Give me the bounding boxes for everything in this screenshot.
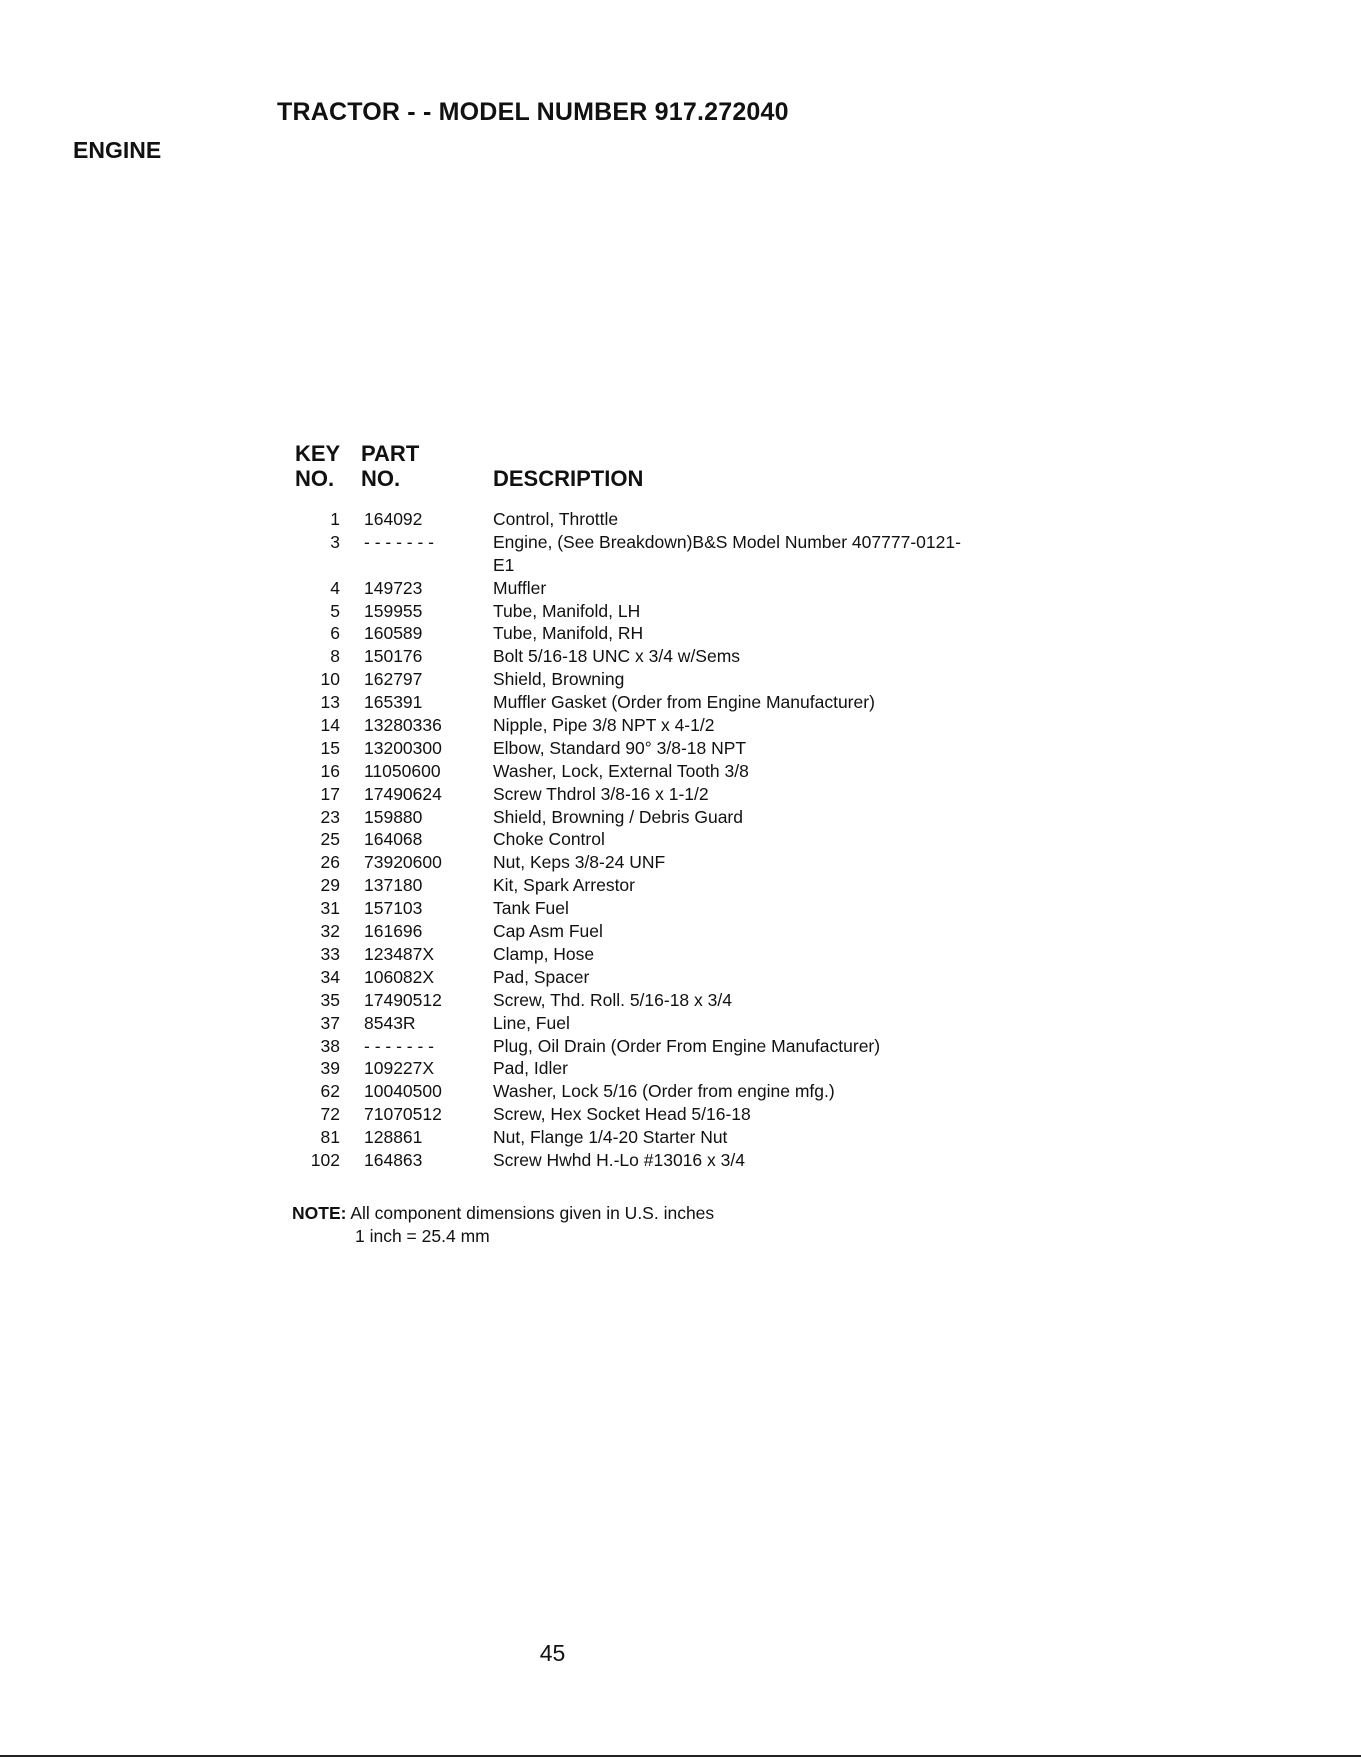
page-number: 45 <box>539 1640 566 1666</box>
table-row <box>0 1035 1361 1058</box>
table-row <box>0 806 1361 829</box>
part-no-cell: 128861 <box>364 1127 423 1148</box>
key-no-cell: 14 <box>320 715 340 736</box>
table-row <box>0 851 1361 874</box>
table-row <box>0 1103 1361 1126</box>
key-no-cell: 102 <box>310 1149 340 1170</box>
part-no-cell: 13200300 <box>364 737 442 758</box>
description-cell: Tube, Manifold, RH <box>493 623 644 644</box>
part-no-cell: 73920600 <box>364 852 442 873</box>
table-row <box>0 600 1361 623</box>
description-cell: Screw, Hex Socket Head 5/16-18 <box>493 1104 751 1125</box>
part-no-cell: 164863 <box>364 1149 423 1170</box>
table-row <box>0 577 1361 600</box>
table-row <box>0 760 1361 783</box>
table-row <box>0 645 1361 668</box>
part-no-cell: 159955 <box>364 600 423 621</box>
key-no-cell: 3 <box>330 531 340 552</box>
table-row <box>0 508 1361 531</box>
part-no-cell: 149723 <box>364 577 423 598</box>
description-cell: Plug, Oil Drain (Order From Engine Manufacturer) <box>493 1035 881 1056</box>
table-row <box>0 714 1361 737</box>
description-cell: Screw Hwhd H.-Lo #13016 x 3/4 <box>493 1149 745 1170</box>
column-header-key-no: NO. <box>295 466 335 491</box>
description-cell: Shield, Browning <box>493 669 625 690</box>
description-cell: Nut, Flange 1/4-20 Starter Nut <box>493 1127 728 1148</box>
key-no-cell: 15 <box>320 737 340 758</box>
table-row <box>0 783 1361 806</box>
note-conversion: 1 inch = 25.4 mm <box>355 1226 490 1246</box>
description-cell: Nut, Keps 3/8-24 UNF <box>493 852 666 873</box>
part-no-cell: 13280336 <box>364 715 442 736</box>
description-cell: Bolt 5/16-18 UNC x 3/4 w/Sems <box>493 646 741 667</box>
key-no-cell: 17 <box>320 783 340 804</box>
description-cell: Pad, Spacer <box>493 966 590 987</box>
key-no-cell: 1 <box>330 509 340 529</box>
description-cell: Line, Fuel <box>493 1012 570 1033</box>
column-header-description: DESCRIPTION <box>493 466 644 491</box>
description-cell: Screw Thdrol 3/8-16 x 1-1/2 <box>493 783 709 804</box>
key-no-cell: 8 <box>330 646 340 667</box>
key-no-cell: 10 <box>320 669 340 690</box>
part-no-cell: 161696 <box>364 921 423 942</box>
table-row <box>0 1126 1361 1149</box>
table-row <box>0 920 1361 943</box>
key-no-cell: 34 <box>320 966 340 987</box>
table-row <box>0 828 1361 851</box>
key-no-cell: 32 <box>320 921 340 942</box>
description-cell: Control, Throttle <box>493 509 619 529</box>
key-no-cell: 81 <box>320 1127 340 1148</box>
description-cell: Screw, Thd. Roll. 5/16-18 x 3/4 <box>493 989 732 1010</box>
description-cell: Kit, Spark Arrestor <box>493 875 635 896</box>
part-no-cell: 10040500 <box>364 1081 442 1102</box>
part-no-cell: 150176 <box>364 646 423 667</box>
key-no-cell: 13 <box>320 692 340 713</box>
key-no-cell: 62 <box>320 1081 340 1102</box>
key-no-cell: 72 <box>320 1104 340 1125</box>
table-row <box>0 737 1361 760</box>
part-no-cell: 164068 <box>364 829 423 850</box>
table-row <box>0 691 1361 714</box>
table-row <box>0 1080 1361 1103</box>
key-no-cell: 31 <box>320 898 340 919</box>
column-header-part-no: NO. <box>361 466 401 491</box>
description-cell: Muffler <box>493 577 547 598</box>
description-cell: Pad, Idler <box>493 1058 568 1079</box>
part-no-cell: - - - - - - - <box>364 1035 434 1056</box>
part-no-cell: 165391 <box>364 692 423 713</box>
table-row <box>0 622 1361 645</box>
table-row <box>0 668 1361 691</box>
table-row <box>0 1149 1361 1172</box>
part-no-cell: 71070512 <box>364 1104 442 1125</box>
key-no-cell: 38 <box>320 1035 340 1056</box>
description-cell: Nipple, Pipe 3/8 NPT x 4-1/2 <box>493 715 715 736</box>
column-header-key: KEY <box>295 441 341 466</box>
bottom-rule <box>0 1755 1361 1757</box>
description-cell: Washer, Lock, External Tooth 3/8 <box>493 760 749 781</box>
part-no-cell: 17490512 <box>364 989 442 1010</box>
description-cell: Tube, Manifold, LH <box>493 600 641 621</box>
key-no-cell: 6 <box>330 623 340 644</box>
table-row <box>0 989 1361 1012</box>
part-no-cell: 106082X <box>364 966 435 987</box>
note-label: NOTE: <box>292 1203 347 1223</box>
part-no-cell: 123487X <box>364 943 435 964</box>
table-row <box>0 1012 1361 1035</box>
description-cell: Elbow, Standard 90° 3/8-18 NPT <box>493 737 747 758</box>
key-no-cell: 25 <box>320 829 340 850</box>
description-cell: Cap Asm Fuel <box>493 921 603 942</box>
note <box>292 1203 714 1224</box>
part-no-cell: 160589 <box>364 623 423 644</box>
key-no-cell: 23 <box>320 806 340 827</box>
part-no-cell: 11050600 <box>364 760 441 781</box>
key-no-cell: 35 <box>320 989 340 1010</box>
key-no-cell: 4 <box>330 577 340 598</box>
section-heading: ENGINE <box>73 137 162 163</box>
key-no-cell: 37 <box>320 1012 340 1033</box>
table-row <box>0 897 1361 920</box>
column-header-part: PART <box>361 441 420 466</box>
key-no-cell: 26 <box>320 852 340 873</box>
description-cell: Engine, (See Breakdown)B&S Model Number 407777-0121-E1 <box>493 531 961 575</box>
part-no-cell: - - - - - - - <box>364 531 434 552</box>
part-no-cell: 164092 <box>364 509 423 529</box>
description-cell: Muffler Gasket (Order from Engine Manufacturer) <box>493 692 875 713</box>
description-cell: Washer, Lock 5/16 (Order from engine mfg.) <box>493 1081 835 1102</box>
key-no-cell: 16 <box>320 760 340 781</box>
part-no-cell: 162797 <box>364 669 423 690</box>
part-no-cell: 109227X <box>364 1058 435 1079</box>
key-no-cell: 39 <box>320 1058 340 1079</box>
page-title: TRACTOR - - MODEL NUMBER 917.272040 <box>277 98 789 126</box>
parts-table <box>0 508 1361 1172</box>
part-no-cell: 157103 <box>364 898 423 919</box>
table-row <box>0 874 1361 897</box>
description-cell: Tank Fuel <box>493 898 569 919</box>
table-row <box>0 531 1361 577</box>
table-row <box>0 966 1361 989</box>
part-no-cell: 159880 <box>364 806 423 827</box>
table-row <box>0 943 1361 966</box>
key-no-cell: 5 <box>330 600 340 621</box>
part-no-cell: 17490624 <box>364 783 442 804</box>
description-cell: Shield, Browning / Debris Guard <box>493 806 743 827</box>
description-cell: Clamp, Hose <box>493 943 595 964</box>
part-no-cell: 8543R <box>364 1012 416 1033</box>
note-text: All component dimensions given in U.S. inches <box>350 1203 715 1223</box>
part-no-cell: 137180 <box>364 875 423 896</box>
description-cell: Choke Control <box>493 829 605 850</box>
key-no-cell: 33 <box>320 943 340 964</box>
table-row <box>0 1057 1361 1080</box>
key-no-cell: 29 <box>320 875 340 896</box>
